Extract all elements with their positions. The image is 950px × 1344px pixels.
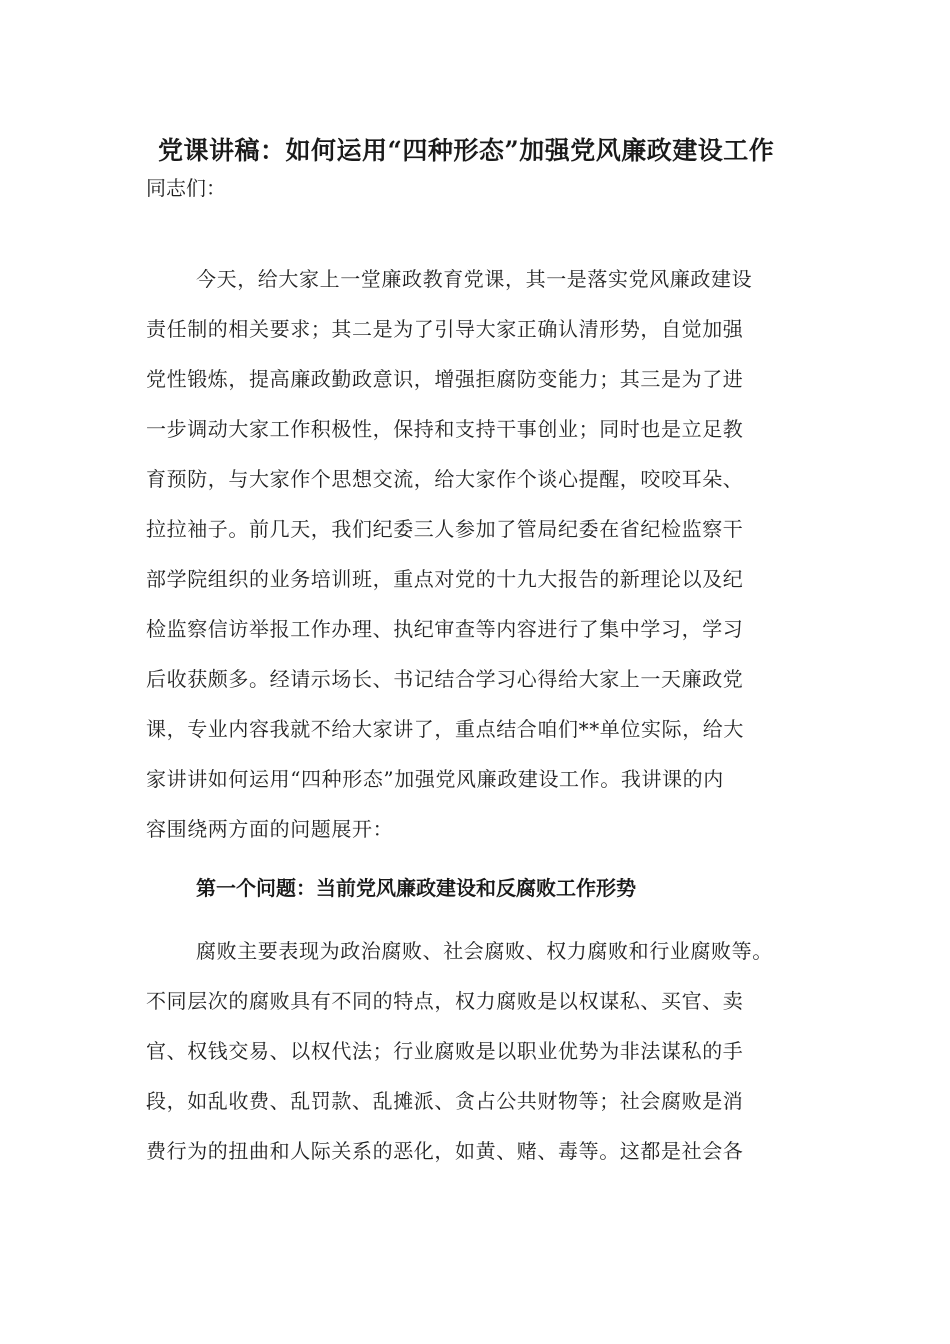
paragraph-line: 段，如乱收费、乱罚款、乱摊派、贪占公共财物等；社会腐败是消 xyxy=(146,1089,744,1113)
paragraph-line: 育预防，与大家作个思想交流，给大家作个谈心提醒，咬咬耳朵、 xyxy=(146,467,744,491)
paragraph-line: 官、权钱交易、以权代法；行业腐败是以职业优势为非法谋私的手 xyxy=(146,1039,744,1063)
paragraph-line: 不同层次的腐败具有不同的特点，权力腐败是以权谋私、买官、卖 xyxy=(146,989,744,1013)
paragraph-line: 课，专业内容我就不给大家讲了，重点结合咱们**单位实际，给大 xyxy=(146,717,744,741)
paragraph-line: 一步调动大家工作积极性，保持和支持干事创业；同时也是立足教 xyxy=(146,417,744,441)
paragraph-line: 责任制的相关要求；其二是为了引导大家正确认清形势，自觉加强 xyxy=(146,317,744,341)
paragraph-line: 容围绕两方面的问题展开： xyxy=(146,817,394,841)
paragraph-line: 拉拉袖子。前几天，我们纪委三人参加了管局纪委在省纪检监察干 xyxy=(146,517,744,541)
document-title: 党课讲稿：如何运用“四种形态”加强党风廉政建设工作 xyxy=(158,136,775,165)
paragraph-line: 后收获颇多。经请示场长、书记结合学习心得给大家上一天廉政党 xyxy=(146,667,744,691)
paragraph-line: 党性锻炼，提高廉政勤政意识，增强拒腐防变能力；其三是为了进 xyxy=(146,367,744,391)
greeting: 同志们： xyxy=(146,176,226,200)
paragraph-line: 部学院组织的业务培训班，重点对党的十九大报告的新理论以及纪 xyxy=(146,567,744,591)
section-heading: 第一个问题：当前党风廉政建设和反腐败工作形势 xyxy=(196,876,636,900)
paragraph-line: 今天，给大家上一堂廉政教育党课，其一是落实党风廉政建设 xyxy=(196,267,753,291)
paragraph-line: 腐败主要表现为政治腐败、社会腐败、权力腐败和行业腐败等。 xyxy=(196,939,773,963)
paragraph-line: 家讲讲如何运用“四种形态”加强党风廉政建设工作。我讲课的内 xyxy=(146,767,724,791)
paragraph-line: 检监察信访举报工作办理、执纪审查等内容进行了集中学习，学习 xyxy=(146,617,744,641)
paragraph-line: 费行为的扭曲和人际关系的恶化，如黄、赌、毒等。这都是社会各 xyxy=(146,1139,744,1163)
